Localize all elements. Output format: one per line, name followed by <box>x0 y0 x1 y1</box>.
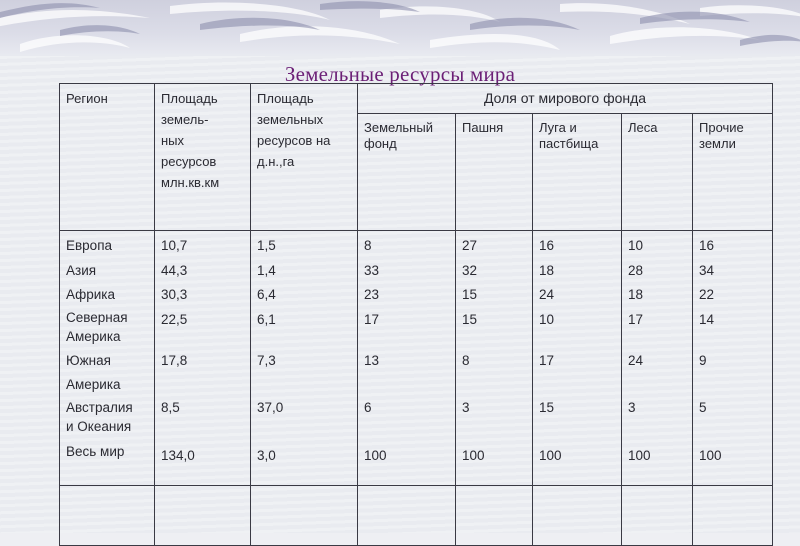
cell-land-fund: 6 <box>364 399 372 415</box>
empty-cell <box>60 486 155 546</box>
brush-stroke-decoration <box>0 0 800 62</box>
header-other: Прочие земли <box>693 114 773 231</box>
region-south-america-1: Южная <box>66 352 111 368</box>
cell-per-capita: 37,0 <box>257 399 284 415</box>
empty-cell <box>358 486 456 546</box>
cell-arable: 100 <box>462 448 485 463</box>
region-north-america-2: Америка <box>66 328 121 344</box>
cell-area: 8,5 <box>161 399 180 415</box>
header-area: Площадь земель- ных ресурсов млн.кв.км <box>155 84 251 231</box>
column-area <box>155 231 251 486</box>
cell-arable: 32 <box>462 262 478 278</box>
header-meadows: Луга и пастбища <box>533 114 622 231</box>
cell-forests: 3 <box>628 399 636 415</box>
cell-area: 30,3 <box>161 287 188 302</box>
cell-arable: 8 <box>462 353 470 368</box>
region-north-america-1: Северная <box>66 309 128 325</box>
cell-land-fund: 8 <box>364 238 372 253</box>
region-world: Весь мир <box>66 443 125 459</box>
cell-land-fund: 100 <box>364 448 387 463</box>
region-south-america-2: Америка <box>66 377 121 392</box>
region-africa: Африка <box>66 287 116 302</box>
cell-per-capita: 6,4 <box>257 287 276 302</box>
cell-per-capita: 3,0 <box>257 448 276 463</box>
cell-other: 16 <box>699 238 715 253</box>
cell-area: 22,5 <box>161 311 188 327</box>
cell-other: 22 <box>699 287 715 302</box>
header-banner <box>0 0 800 62</box>
cell-area: 10,7 <box>161 238 188 253</box>
cell-meadows: 100 <box>539 448 562 463</box>
slide-title: Земельные ресурсы мира <box>284 62 516 86</box>
cell-per-capita: 1,5 <box>257 238 276 253</box>
cell-forests: 10 <box>628 238 644 253</box>
cell-other: 34 <box>699 262 715 278</box>
cell-meadows: 15 <box>539 399 555 415</box>
empty-cell <box>155 486 251 546</box>
empty-cell <box>533 486 622 546</box>
cell-forests: 28 <box>628 262 644 278</box>
cell-meadows: 16 <box>539 238 555 253</box>
cell-forests: 24 <box>628 353 644 368</box>
header-row <box>60 84 773 114</box>
cell-other: 100 <box>699 448 722 463</box>
cell-meadows: 24 <box>539 287 555 302</box>
cell-forests: 100 <box>628 448 651 463</box>
cell-other: 9 <box>699 353 707 368</box>
region-europe: Европа <box>66 238 113 253</box>
column-meadows <box>533 231 622 486</box>
cell-per-capita: 6,1 <box>257 311 276 327</box>
cell-land-fund: 33 <box>364 262 380 278</box>
cell-per-capita: 1,4 <box>257 262 276 278</box>
empty-cell <box>251 486 358 546</box>
cell-per-capita: 7,3 <box>257 353 276 368</box>
land-resources-table <box>59 83 773 546</box>
empty-cell <box>622 486 693 546</box>
cell-meadows: 17 <box>539 353 555 368</box>
cell-other: 14 <box>699 311 715 327</box>
cell-arable: 15 <box>462 311 478 327</box>
cell-arable: 27 <box>462 238 478 253</box>
cell-forests: 18 <box>628 287 644 302</box>
header-share-group: Доля от мирового фонда <box>358 84 773 114</box>
column-land-fund <box>358 231 456 486</box>
header-forests: Леса <box>622 114 693 231</box>
cell-meadows: 18 <box>539 262 555 278</box>
header-arable: Пашня <box>456 114 533 231</box>
cell-land-fund: 13 <box>364 353 380 368</box>
column-arable <box>456 231 533 486</box>
column-forests <box>622 231 693 486</box>
cell-area: 44,3 <box>161 262 188 278</box>
header-per-capita: Площадь земельных ресурсов на д.н.,га <box>251 84 358 231</box>
region-asia: Азия <box>66 262 97 278</box>
cell-land-fund: 17 <box>364 311 380 327</box>
empty-cell <box>456 486 533 546</box>
region-australia-2: и Океания <box>66 418 132 434</box>
empty-row <box>60 486 773 546</box>
header-land-fund: Земельный фонд <box>358 114 456 231</box>
column-region <box>60 231 155 486</box>
cell-other: 5 <box>699 399 707 415</box>
cell-forests: 17 <box>628 311 644 327</box>
data-row <box>60 231 773 486</box>
region-australia-1: Австралия <box>66 399 133 415</box>
cell-arable: 15 <box>462 287 478 302</box>
cell-meadows: 10 <box>539 311 555 327</box>
cell-area: 17,8 <box>161 353 188 368</box>
empty-cell <box>693 486 773 546</box>
column-per-capita <box>251 231 358 486</box>
header-region: Регион <box>60 84 155 231</box>
cell-area: 134,0 <box>161 448 195 463</box>
cell-arable: 3 <box>462 399 470 415</box>
cell-land-fund: 23 <box>364 287 380 302</box>
column-other <box>693 231 773 486</box>
